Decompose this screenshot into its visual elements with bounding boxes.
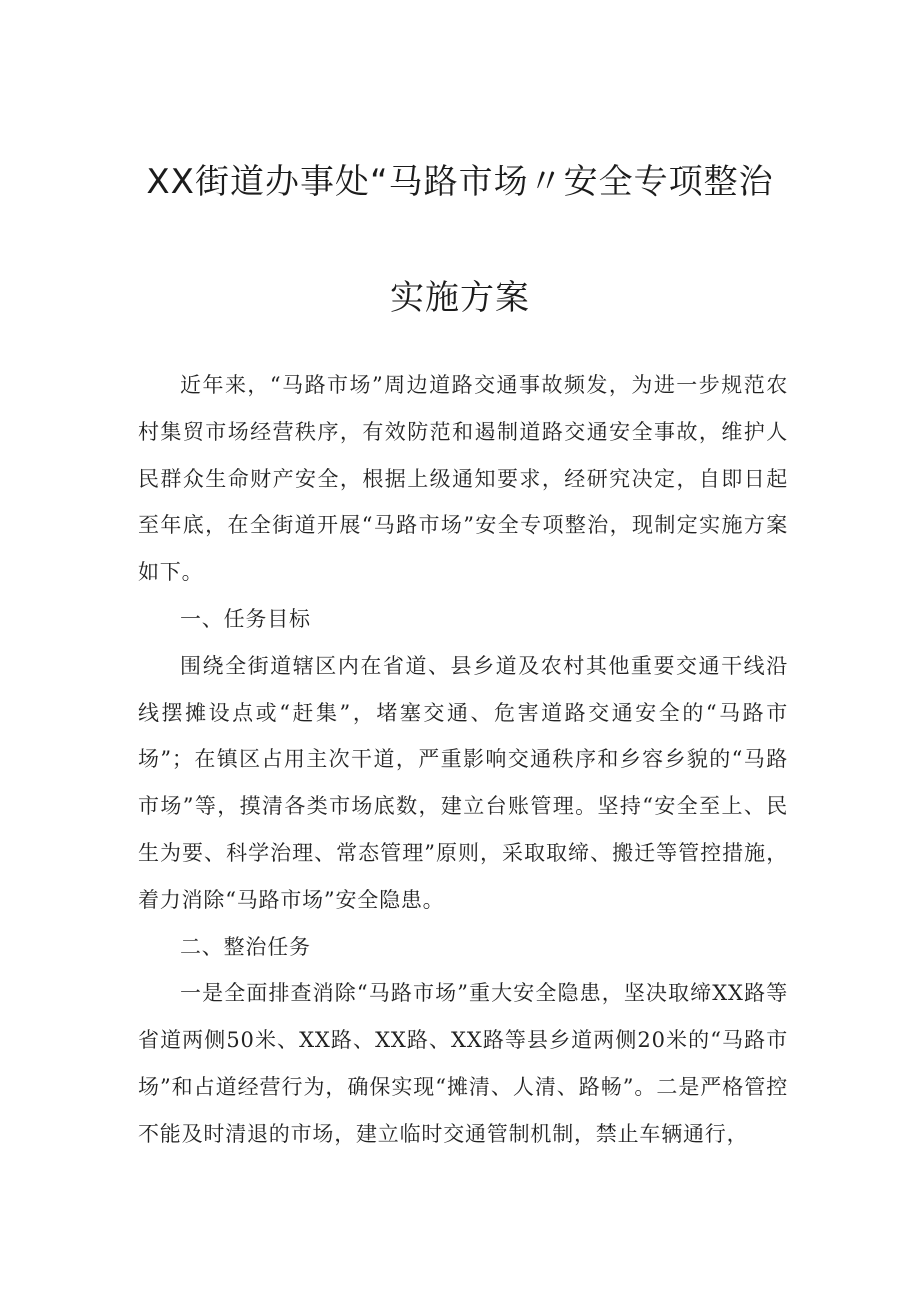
- section-heading-rectification-tasks: 二、整治任务: [180, 934, 311, 959]
- section-heading-task-goal: 一、任务目标: [180, 606, 311, 631]
- paragraph-intro: 近年来，“马路市场”周边道路交通事故频发，为进一步规范农村集贸市场经营秩序，有效防范和遏制道路交通安全事故，维护人民群众生命财产安全，根据上级通知要求，经研究决定，自即日起至年底，在全街道开展“马路市场”安全专项整治，现制定实施方案如下。: [138, 373, 788, 585]
- document-body: [138, 362, 788, 1158]
- document-title-line1: XX街道办事处“马路市场〃安全专项整治: [146, 162, 774, 202]
- paragraph-task-goal: 围绕全街道辖区内在省道、县乡道及农村其他重要交通干线沿线摆摊设点或“赶集”，堵塞交通、危害道路交通安全的“马路市场”；在镇区占用主次干道，严重影响交通秩序和乡容乡貌的“马路市场”等，摸清各类市场底数，建立台账管理。坚持“安全至上、民生为要、科学治理、常态管理”原则，采取取缔、搬迁等管控措施，着力消除“马路市场”安全隐患。: [138, 653, 788, 912]
- document-title-line2: 实施方案: [390, 278, 530, 318]
- paragraph-rectification-tasks: 一是全面排查消除“马路市场”重大安全隐患，坚决取缔XX路等省道两侧50米、XX路、XX路、XX路等县乡道两侧20米的“马路市场”和占道经营行为，确保实现“摊清、人清、路畅”。二是严格管控不能及时清退的市场，建立临时交通管制机制，禁止车辆通行，: [138, 981, 788, 1146]
